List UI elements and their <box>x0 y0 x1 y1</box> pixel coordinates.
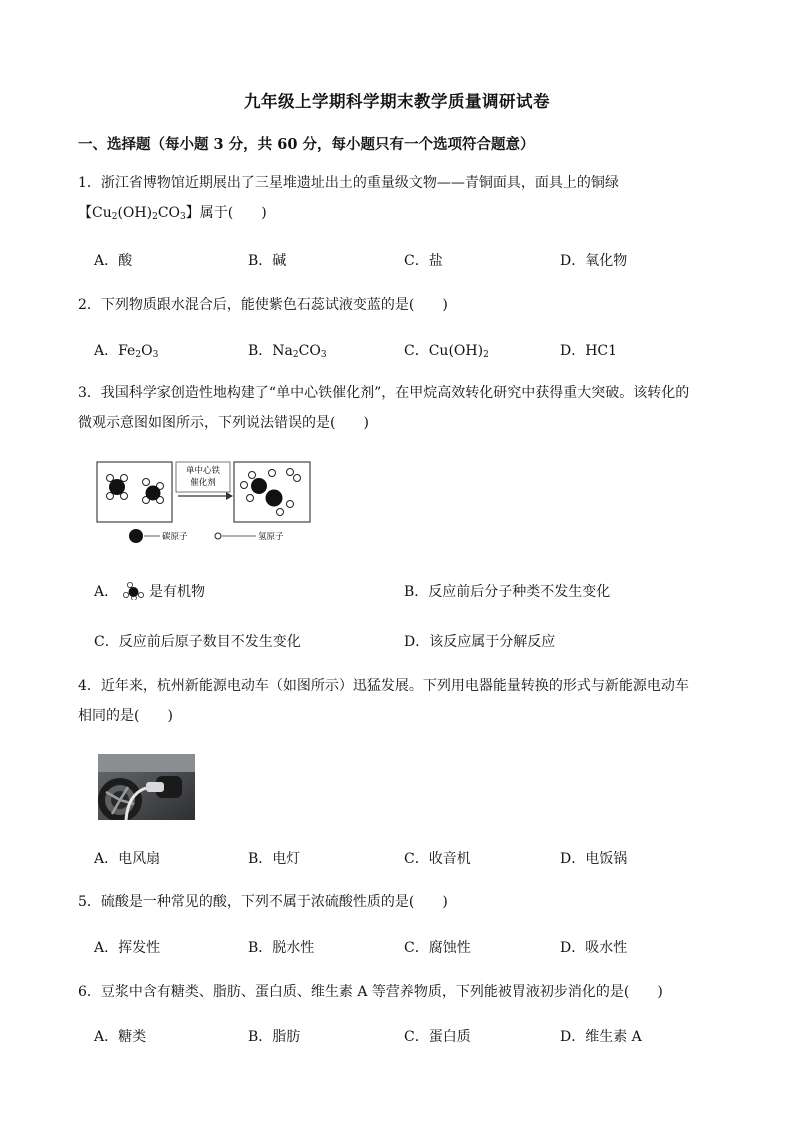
q1-formula-sub: 2 <box>152 212 158 222</box>
q4-option-d[interactable]: D．电饭锅 <box>560 851 628 867</box>
q4-option-b[interactable]: B．电灯 <box>248 851 301 867</box>
q3-option-a[interactable] <box>94 581 205 601</box>
reactant-box <box>97 462 172 522</box>
q6-option-a[interactable]: A．糖类 <box>94 1029 147 1045</box>
q3-option-b[interactable]: B．反应前后分子种类不发生变化 <box>404 584 611 600</box>
question-3-line1: 3．我国科学家创造性地构建了“单中心铁催化剂”，在甲烷高效转化研究中获得重大突破。该转化的 <box>78 385 690 401</box>
q2-b-sub: 3 <box>320 350 327 360</box>
q1-formula-part: 【Cu <box>78 205 112 221</box>
q1-option-c[interactable]: C．盐 <box>404 253 443 269</box>
q3-a-text: 是有机物 <box>149 584 206 600</box>
legend-hydrogen-label: 氢原子 <box>258 532 284 542</box>
q2-option-d[interactable]: D．HC1 <box>560 343 618 359</box>
q1-formula-part: 】属于( ) <box>185 205 267 221</box>
q5-option-b[interactable]: B．脱水性 <box>248 940 315 956</box>
q6-option-c[interactable]: C．蛋白质 <box>404 1029 471 1045</box>
q1-option-d[interactable]: D．氧化物 <box>560 253 628 269</box>
legend-carbon-label: 碳原子 <box>162 532 188 542</box>
reaction-diagram <box>94 458 314 548</box>
question-2-text: 2．下列物质跟水混合后，能使紫色石蕊试液变蓝的是( ) <box>78 297 448 313</box>
q2-b-part: CO <box>298 343 321 359</box>
carbon-atom-legend-icon <box>129 529 143 543</box>
catalyst-label-line2: 催化剂 <box>190 478 216 488</box>
catalyst-label-line1: 单中心铁 <box>185 466 221 476</box>
q3-option-d[interactable]: D．该反应属于分解反应 <box>404 634 556 650</box>
hydrogen-molecule-icon <box>287 469 301 482</box>
q2-a-sub: 3 <box>152 350 159 360</box>
page-title: 九年级上学期科学期末教学质量调研试卷 <box>244 92 550 111</box>
q1-formula-part: (OH) <box>117 205 153 221</box>
q1-option-a[interactable]: A．酸 <box>94 253 133 269</box>
question-1-line2 <box>78 203 267 227</box>
q1-formula-part: CO <box>157 205 181 221</box>
q1-formula-sub: 3 <box>180 212 186 222</box>
q2-b-sub: 2 <box>292 350 299 360</box>
q2-a-sub: 2 <box>135 350 142 360</box>
q1-option-b[interactable]: B．碱 <box>248 253 287 269</box>
question-4-line1: 4．近年来，杭州新能源电动车（如图所示）迅猛发展。下列用电器能量转换的形式与新能源电动车 <box>78 678 689 694</box>
ev-charging-photo <box>98 754 195 820</box>
q2-c-sub: 2 <box>483 350 489 360</box>
methane-molecule-icon <box>143 479 164 504</box>
q5-option-d[interactable]: D．吸水性 <box>560 940 628 956</box>
q5-option-c[interactable]: C．腐蚀性 <box>404 940 471 956</box>
q4-option-a[interactable]: A．电风扇 <box>94 851 161 867</box>
q5-option-a[interactable]: A．挥发性 <box>94 940 161 956</box>
methane-molecule-icon <box>123 582 145 600</box>
q3-option-c[interactable]: C．反应前后原子数目不发生变化 <box>94 634 301 650</box>
q3-a-label: A． <box>94 584 119 600</box>
question-1-line1: 1．浙江省博物馆近期展出了三星堆遗址出土的重量级文物——青铜面具，面具上的铜绿 <box>78 175 619 191</box>
question-4-line2: 相同的是( ) <box>78 708 173 724</box>
q2-c-part: C．Cu(OH) <box>404 343 484 359</box>
question-6-text: 6．豆浆中含有糖类、脂肪、蛋白质、维生素 A 等营养物质，下列能被胃液初步消化的是( ) <box>78 984 663 1000</box>
q1-formula-sub: 2 <box>111 212 118 222</box>
q6-option-d[interactable]: D．维生素 A <box>560 1029 642 1045</box>
q2-b-part: B．Na <box>248 343 293 359</box>
arrow-head-icon <box>226 492 233 500</box>
q2-a-part: A．Fe <box>94 343 136 359</box>
q2-option-c[interactable] <box>404 340 489 360</box>
section-heading-choice: 一、选择题（每小题 3 分，共 60 分，每小题只有一个选项符合题意） <box>78 136 535 153</box>
q2-option-a[interactable] <box>94 340 158 360</box>
q2-a-part: O <box>141 343 153 359</box>
q4-option-c[interactable]: C．收音机 <box>404 851 471 867</box>
hydrogen-atom-legend-icon <box>215 533 221 539</box>
methane-molecule-icon <box>107 475 128 500</box>
question-3-line2: 微观示意图如图所示，下列说法错误的是( ) <box>78 415 369 431</box>
question-5-text: 5．硫酸是一种常见的酸，下列不属于浓硫酸性质的是( ) <box>78 894 448 910</box>
q2-option-b[interactable] <box>248 340 327 360</box>
q6-option-b[interactable]: B．脂肪 <box>248 1029 301 1045</box>
ethane-molecule-icon <box>241 470 294 516</box>
